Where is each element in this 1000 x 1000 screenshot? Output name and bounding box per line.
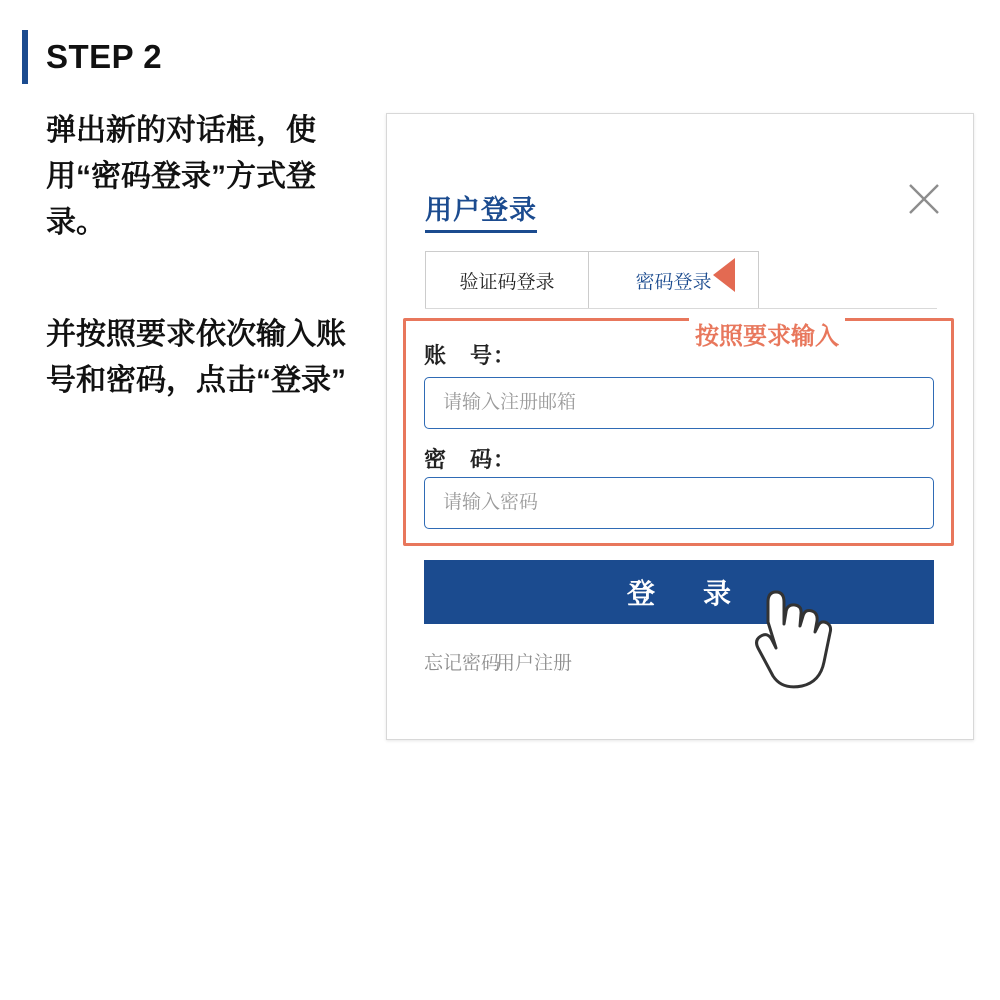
tab-pointer-arrow-icon	[713, 258, 735, 292]
password-label: 密 码：	[424, 447, 517, 472]
step-accent-bar	[22, 30, 28, 84]
password-input[interactable]	[424, 477, 934, 529]
forgot-password-link[interactable]: 忘记密码	[424, 653, 501, 674]
account-label: 账 号：	[424, 343, 517, 368]
highlight-label: 按照要求输入	[689, 316, 845, 351]
dialog-title-underline	[425, 230, 537, 233]
dialog-title: 用户登录	[425, 195, 537, 225]
account-input[interactable]	[424, 377, 934, 429]
login-button[interactable]: 登 录	[424, 560, 934, 624]
instruction-panel	[0, 0, 370, 1000]
tab-password-login[interactable]: 密码登录	[589, 251, 759, 309]
step-title: STEP 2	[46, 38, 163, 75]
user-register-link[interactable]: 用户注册	[495, 653, 572, 674]
instruction-paragraph-1: 弹出新的对话框，使用“密码登录”方式登录。	[46, 114, 316, 239]
tabs-divider	[425, 308, 937, 309]
instruction-paragraph-2: 并按照要求依次输入账号和密码，点击“登录”	[46, 318, 346, 397]
close-icon[interactable]	[907, 182, 941, 216]
login-method-tabs	[425, 251, 937, 309]
tab-sms-login[interactable]: 验证码登录	[425, 251, 589, 309]
